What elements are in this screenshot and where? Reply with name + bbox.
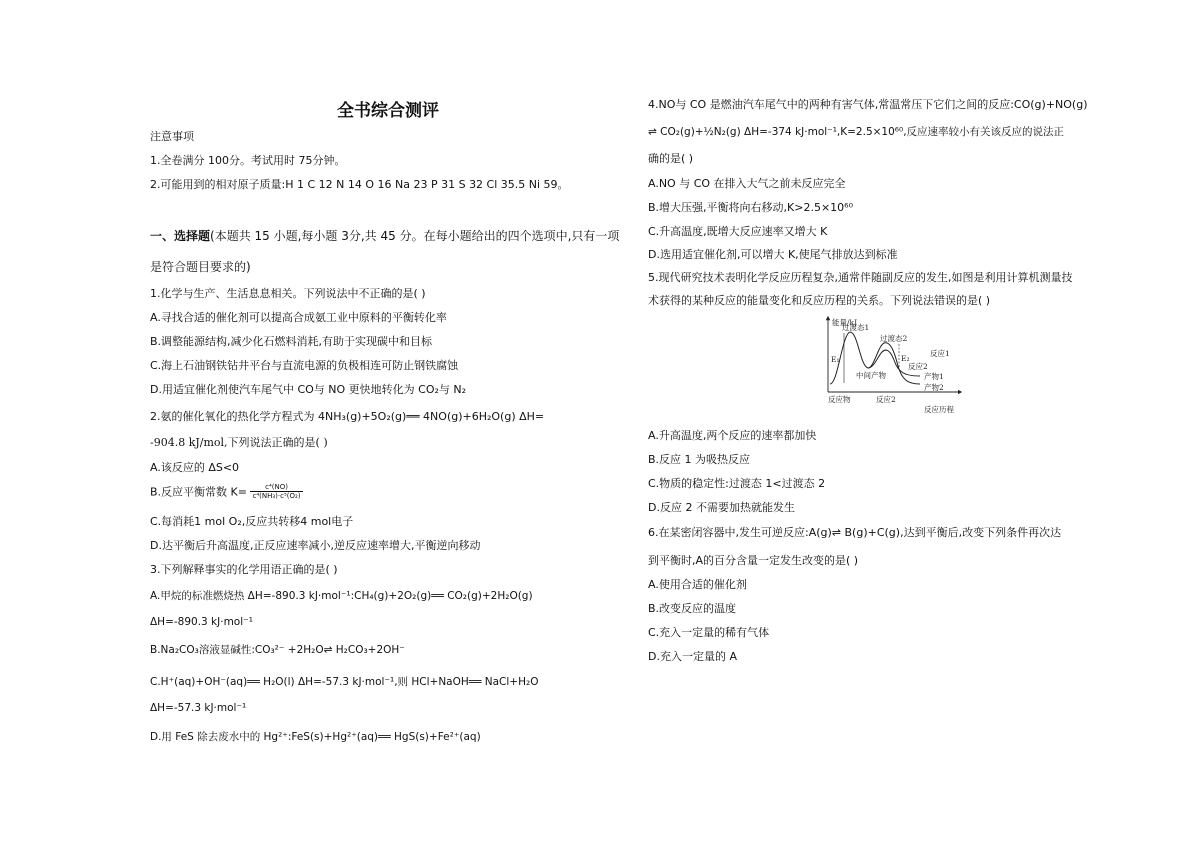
q2-fraction-numerator: c⁴(NO) [250, 483, 302, 492]
q4-stem-3: 确的是( ) [648, 152, 694, 165]
q2-option-d: D.达平衡后升高温度,正反应速率减小,逆反应速率增大,平衡逆向移动 [150, 539, 481, 552]
q2-option-b [150, 483, 303, 500]
q4-stem-1: 4.NO与 CO 是燃油汽车尾气中的两种有害气体,常温常压下它们之间的反应:CO(g)+NO(g) [648, 98, 1088, 111]
y-axis-label: 能量/kJ [832, 318, 858, 327]
reactant-label: 反应物 [828, 395, 851, 404]
q3-option-d: D.用 FeS 除去废水中的 Hg²⁺:FeS(s)+Hg²⁺(aq)══ HgS(s)+Fe²⁺(aq) [150, 731, 481, 743]
q6-option-b: B.改变反应的温度 [648, 602, 737, 615]
energy-profile-diagram [824, 316, 964, 418]
intermediate-label: 中间产物 [856, 371, 886, 380]
ts1-label: 过渡态1 [842, 323, 870, 332]
q6-stem-2: 到平衡时,A的百分含量一定发生改变的是( ) [648, 554, 859, 567]
q2-fraction [250, 483, 302, 500]
section-heading-rest: (本题共 15 小题,每小题 3分,共 45 分。在每小题给出的四个选项中,只有一项 [210, 229, 620, 243]
section-heading-bold: 一、选择题 [150, 229, 211, 243]
q4-option-b: B.增大压强,平衡将向右移动,K>2.5×10⁶⁰ [648, 201, 853, 214]
q3-option-b: B.Na₂CO₃溶液显碱性:CO₃²⁻ +2H₂O⇌ H₂CO₃+2OH⁻ [150, 644, 405, 656]
q2-stem-1: 2.氨的催化氧化的热化学方程式为 4NH₃(g)+5O₂(g)══ 4NO(g)+6H₂O(g) ΔH= [150, 410, 545, 423]
q1-option-a: A.寻找合适的催化剂可以提高合成氨工业中原料的平衡转化率 [150, 311, 447, 324]
section-heading [150, 227, 619, 244]
q3-option-a-1: A.甲烷的标准燃烧热 ΔH=-890.3 kJ·mol⁻¹:CH₄(g)+2O₂(g)══ CO₂(g)+2H₂O(g) [150, 590, 533, 602]
q1-option-d: D.用适宜催化剂使汽车尾气中 CO与 NO 更快地转化为 CO₂与 N₂ [150, 383, 467, 396]
ts2-label: 过渡态2 [880, 334, 908, 343]
notice-line-1: 1.全卷满分 100分。考试用时 75分钟。 [150, 154, 346, 167]
q3-option-a-2: ΔH=-890.3 kJ·mol⁻¹ [150, 616, 253, 628]
q3-option-c-1: C.H⁺(aq)+OH⁻(aq)══ H₂O(l) ΔH=-57.3 kJ·mol⁻¹,则 HCl+NaOH══ NaCl+H₂O [150, 676, 539, 688]
q2-option-c: C.每消耗1 mol O₂,反应共转移4 mol电子 [150, 515, 354, 528]
q2-fraction-denominator: c⁴(NH₃)·c⁵(O₂) [252, 492, 301, 500]
q2-stem-2: -904.8 kJ/mol,下列说法正确的是( ) [150, 436, 328, 449]
q2-option-b-prefix: B.反应平衡常数 K= [150, 485, 247, 499]
x-axis-label: 反应历程 [924, 405, 954, 414]
reaction1-label: 反应1 [930, 349, 950, 358]
q5-option-a: A.升高温度,两个反应的速率都加快 [648, 429, 817, 442]
e2-label: E₂ [901, 354, 910, 363]
q4-option-c: C.升高温度,既增大反应速率又增大 K [648, 225, 828, 238]
energy-profile-svg [824, 316, 964, 418]
q5-stem-1: 5.现代研究技术表明化学反应历程复杂,通常伴随副反应的发生,如图是利用计算机测量技 [648, 271, 1073, 284]
q5-option-b: B.反应 1 为吸热反应 [648, 453, 751, 466]
product2-label: 产物2 [924, 383, 944, 392]
page-title: 全书综合测评 [337, 101, 439, 121]
q4-option-a: A.NO 与 CO 在排入大气之前未反应完全 [648, 177, 846, 190]
q1-option-b: B.调整能源结构,减少化石燃料消耗,有助于实现碳中和目标 [150, 335, 433, 348]
q3-stem: 3.下列解释事实的化学用语正确的是( ) [150, 563, 338, 576]
q6-stem-1: 6.在某密闭容器中,发生可逆反应:A(g)⇌ B(g)+C(g),达到平衡后,改变下列条件再次达 [648, 526, 1062, 539]
q1-option-c: C.海上石油钢铁钻井平台与直流电源的负极相连可防止钢铁腐蚀 [150, 359, 459, 372]
notice-line-2: 2.可能用到的相对原子质量:H 1 C 12 N 14 O 16 Na 23 P 31 S 32 Cl 35.5 Ni 59。 [150, 178, 569, 191]
q6-option-a: A.使用合适的催化剂 [648, 578, 747, 591]
q6-option-c: C.充入一定量的稀有气体 [648, 626, 770, 639]
e1-label: E₁ [831, 355, 840, 364]
product1-label: 产物1 [924, 372, 944, 381]
notice-heading: 注意事项 [150, 130, 194, 143]
reaction2-bottom-label: 反应2 [876, 395, 896, 404]
section-heading-cont: 是符合题目要求的) [150, 260, 251, 274]
q5-option-d: D.反应 2 不需要加热就能发生 [648, 501, 795, 514]
q4-stem-2: ⇌ CO₂(g)+½N₂(g) ΔH=-374 kJ·mol⁻¹,K=2.5×10⁶⁰,反应速率较小有关该反应的说法正 [648, 126, 1065, 138]
q5-option-c: C.物质的稳定性:过渡态 1<过渡态 2 [648, 477, 826, 490]
q2-option-a: A.该反应的 ΔS<0 [150, 461, 240, 474]
q3-option-c-2: ΔH=-57.3 kJ·mol⁻¹ [150, 702, 247, 714]
q5-stem-2: 术获得的某种反应的能量变化和反应历程的关系。下列说法错误的是( ) [648, 294, 991, 307]
reaction2-label: 反应2 [908, 362, 928, 371]
q6-option-d: D.充入一定量的 A [648, 650, 737, 663]
q1-stem: 1.化学与生产、生活息息相关。下列说法中不正确的是( ) [150, 287, 426, 300]
q4-option-d: D.选用适宜催化剂,可以增大 K,使尾气排放达到标准 [648, 248, 898, 261]
